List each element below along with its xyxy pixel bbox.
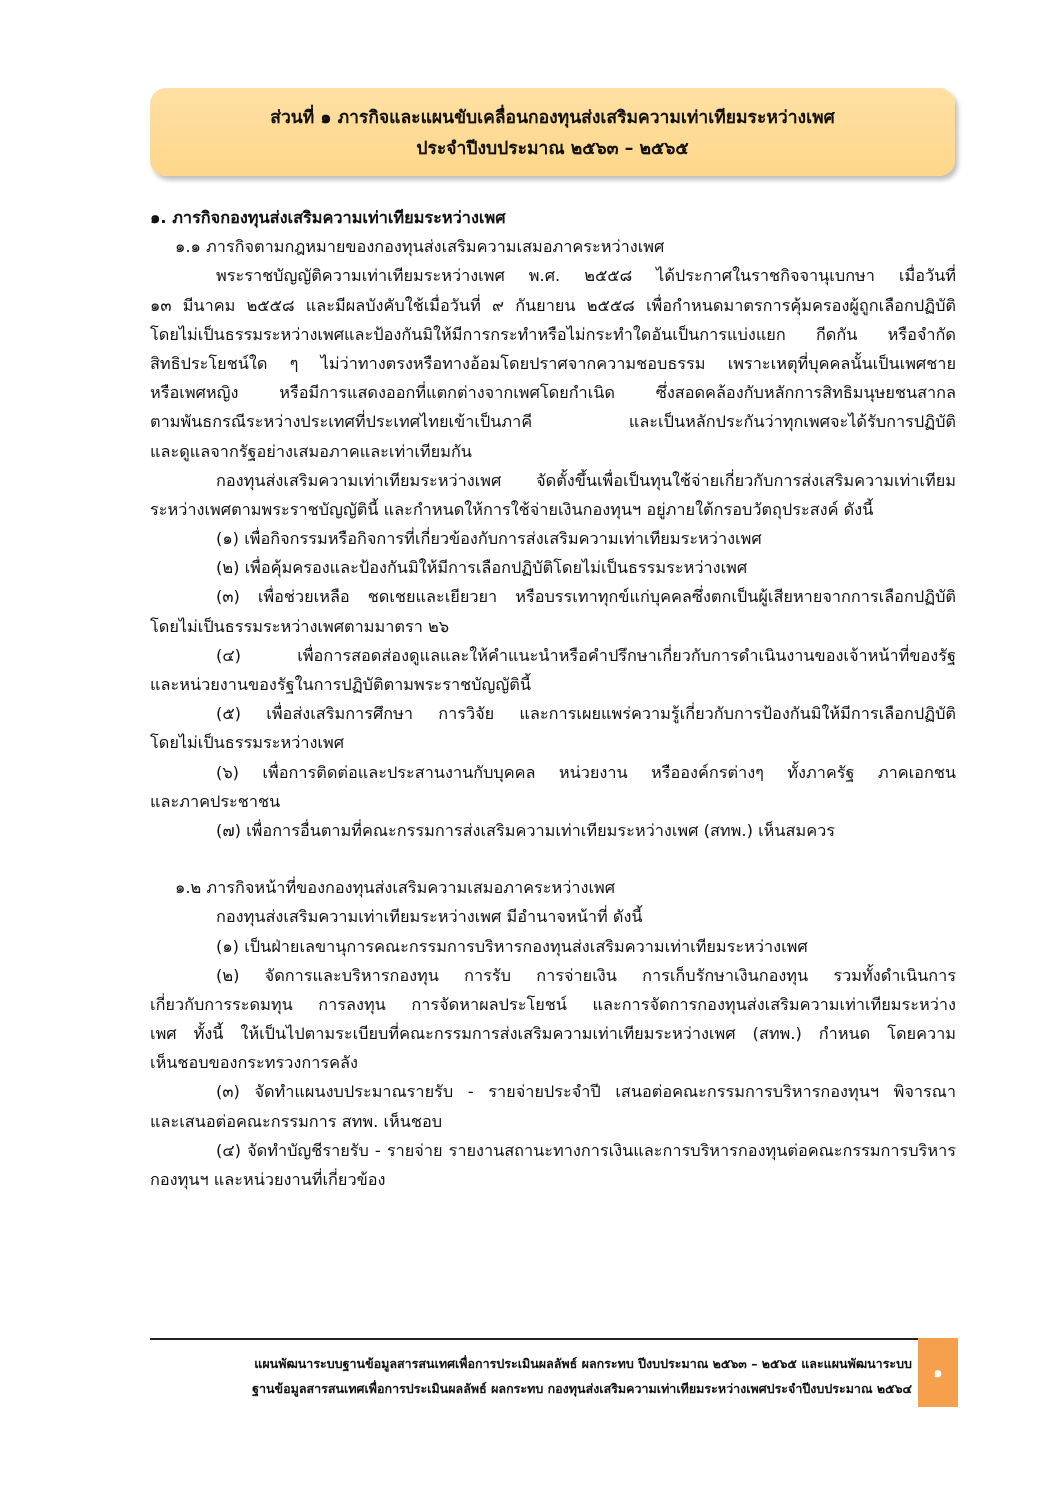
paragraph-line: ระหว่างเพศตามพระราชบัญญัตินี้ และกำหนดให้การใช้จ่ายเงินกองทุนฯ อยู่ภายใต้กรอบวัตถุประสงค์ ดังนี้: [150, 499, 874, 519]
objective-item: (๔) เพื่อการสอดส่องดูแลและให้คำแนะนำหรือคำปรึกษาเกี่ยวกับการดำเนินงานของเจ้าหน้าที่ของรัฐ: [216, 645, 956, 665]
objective-item-continued: โดยไม่เป็นธรรมระหว่างเพศตามมาตรา ๒๖: [150, 616, 450, 636]
duty-item-continued: เพศ ทั้งนี้ ให้เป็นไปตามระเบียบที่คณะกรรมการส่งเสริมความเท่าเทียมระหว่างเพศ (สทพ.) กำหนด โดยความ: [150, 1024, 956, 1044]
document-body: [150, 203, 956, 1194]
spacer: [150, 845, 956, 873]
duty-item-continued: เกี่ยวกับการระดมทุน การลงทุน การจัดหาผลประโยชน์ และการจัดการกองทุนส่งเสริมความเท่าเทียมระหว่าง: [150, 994, 956, 1014]
objective-item-continued: และหน่วยงานของรัฐในการปฏิบัติตามพระราชบัญญัตินี้: [150, 675, 531, 694]
paragraph-line: กองทุนส่งเสริมความเท่าเทียมระหว่างเพศ มีอำนาจหน้าที่ ดังนี้: [216, 907, 643, 927]
paragraph-line: ตามพันธกรณีระหว่างประเทศที่ประเทศไทยเข้าเป็นภาคี และเป็นหลักประกันว่าทุกเพศจะได้รับการปฏิบัติ: [150, 412, 956, 432]
section-title-box: [150, 88, 955, 176]
footer-line-1: แผนพัฒนาระบบฐานข้อมูลสารสนเทศเพื่อการประเมินผลลัพธ์ ผลกระทบ ปีงบประมาณ ๒๕๖๓ – ๒๕๖๕ และแผนพัฒนาระบบ: [254, 1356, 912, 1371]
objective-item: (๑) เพื่อกิจกรรมหรือกิจการที่เกี่ยวข้องกับการส่งเสริมความเท่าเทียมระหว่างเพศ: [216, 529, 762, 549]
section-heading: ๑. ภารกิจกองทุนส่งเสริมความเท่าเทียมระหว่างเพศ: [150, 208, 506, 227]
objective-item: (๓) เพื่อช่วยเหลือ ชดเชยและเยียวยา หรือบรรเทาทุกข์แก่บุคคลซึ่งตกเป็นผู้เสียหายจากการเลือกปฏิบัติ: [216, 587, 956, 607]
paragraph-line: พระราชบัญญัติความเท่าเทียมระหว่างเพศ พ.ศ. ๒๕๕๘ ได้ประกาศในราชกิจจานุเบกษา เมื่อวันที่: [216, 266, 956, 286]
duty-item: (๒) จัดการและบริหารกองทุน การรับ การจ่ายเงิน การเก็บรักษาเงินกองทุน รวมทั้งดำเนินการ: [216, 965, 956, 985]
footer-divider: [150, 1338, 918, 1340]
paragraph-line: ๑๓ มีนาคม ๒๕๕๘ และมีผลบังคับใช้เมื่อวันที่ ๙ กันยายน ๒๕๕๘ เพื่อกำหนดมาตรการคุ้มครองผู้ถูกเลือกปฏิบัติ: [150, 295, 956, 315]
paragraph-line: โดยไม่เป็นธรรมระหว่างเพศและป้องกันมิให้มีการกระทำหรือไม่กระทำใดอันเป็นการแบ่งแยก กีดกัน หรือจำกัด: [150, 324, 956, 344]
paragraph-line: กองทุนส่งเสริมความเท่าเทียมระหว่างเพศ จัดตั้งขึ้นเพื่อเป็นทุนใช้จ่ายเกี่ยวกับการส่งเสริมความเท่าเทียม: [216, 470, 956, 490]
duty-item-continued: และเสนอต่อคณะกรรมการ สทพ. เห็นชอบ: [150, 1111, 443, 1131]
duty-item: (๓) จัดทำแผนงบประมาณรายรับ - รายจ่ายประจำปี เสนอต่อคณะกรรมการบริหารกองทุนฯ พิจารณา: [216, 1082, 956, 1102]
duty-item-continued: กองทุนฯ และหน่วยงานที่เกี่ยวข้อง: [150, 1170, 386, 1189]
paragraph-line: และดูแลจากรัฐอย่างเสมอภาคและเท่าเทียมกัน: [150, 441, 472, 461]
section-title-line-2: ประจำปีงบประมาณ ๒๕๖๓ – ๒๕๖๕: [416, 139, 689, 159]
paragraph-line: สิทธิประโยชน์ใด ๆ ไม่ว่าทางตรงหรือทางอ้อมโดยปราศจากความชอบธรรม เพราะเหตุที่บุคคลนั้นเป็นเพศชาย: [150, 353, 956, 373]
duty-item: (๔) จัดทำบัญชีรายรับ - รายจ่าย รายงานสถานะทางการเงินและการบริหารกองทุนต่อคณะกรรมการบริหาร: [216, 1140, 956, 1160]
subsection-heading-1-2: ๑.๒ ภารกิจหน้าที่ของกองทุนส่งเสริมความเสมอภาคระหว่างเพศ: [175, 878, 616, 898]
duty-item-continued: เห็นชอบของกระทรวงการคลัง: [150, 1053, 358, 1073]
footer-caption: [150, 1351, 912, 1401]
objective-item: (๖) เพื่อการติดต่อและประสานงานกับบุคคล หน่วยงาน หรือองค์กรต่างๆ ทั้งภาครัฐ ภาคเอกชน: [216, 762, 956, 782]
objective-item-continued: และภาคประชาชน: [150, 791, 281, 811]
paragraph-line: หรือเพศหญิง หรือมีการแสดงออกที่แตกต่างจากเพศโดยกำเนิด ซึ่งสอดคล้องกับหลักการสิทธิมนุษยชนสากล: [150, 383, 956, 403]
page-number: ๑: [933, 1364, 943, 1381]
objective-item: (๗) เพื่อการอื่นตามที่คณะกรรมการส่งเสริมความเท่าเทียมระหว่างเพศ (สทพ.) เห็นสมควร: [216, 820, 835, 840]
subsection-heading-1-1: ๑.๑ ภารกิจตามกฎหมายของกองทุนส่งเสริมความเสมอภาคระหว่างเพศ: [175, 237, 665, 257]
footer-line-2: ฐานข้อมูลสารสนเทศเพื่อการประเมินผลลัพธ์ ผลกระทบ กองทุนส่งเสริมความเท่าเทียมระหว่างเพศประจำปีงบประมาณ ๒๕๖๔: [252, 1381, 912, 1396]
duty-item: (๑) เป็นฝ่ายเลขานุการคณะกรรมการบริหารกองทุนส่งเสริมความเท่าเทียมระหว่างเพศ: [216, 936, 808, 956]
page-number-tab: [918, 1338, 958, 1407]
section-title-line-1: ส่วนที่ ๑ ภารกิจและแผนขับเคลื่อนกองทุนส่งเสริมความเท่าเทียมระหว่างเพศ: [270, 108, 835, 128]
objective-item: (๒) เพื่อคุ้มครองและป้องกันมิให้มีการเลือกปฏิบัติโดยไม่เป็นธรรมระหว่างเพศ: [216, 558, 748, 578]
objective-item: (๕) เพื่อส่งเสริมการศึกษา การวิจัย และการเผยแพร่ความรู้เกี่ยวกับการป้องกันมิให้มีการเลือกปฏิบัติ: [216, 704, 956, 724]
objective-item-continued: โดยไม่เป็นธรรมระหว่างเพศ: [150, 733, 345, 753]
